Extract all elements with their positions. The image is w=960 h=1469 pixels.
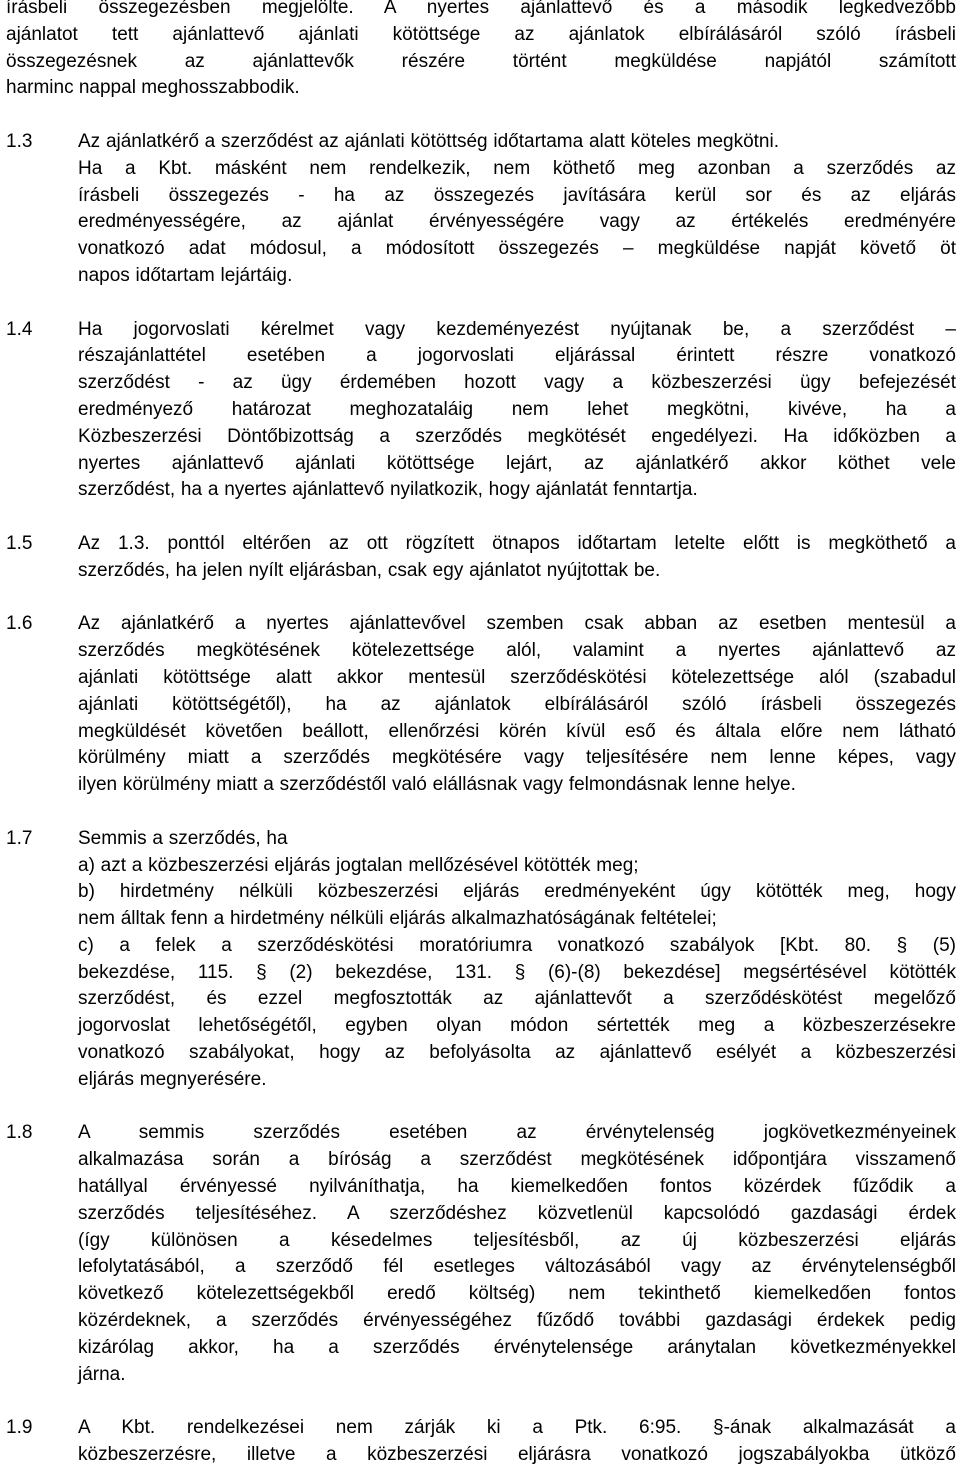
section-text — [78, 826, 956, 1094]
intro-line-4: harminc nappal meghosszabbodik. — [6, 77, 300, 99]
section-text — [78, 1415, 956, 1469]
section-line: közbeszerzésre, illetve a közbeszerzési eljárásra vonatkozó jogszabályokba ütköző — [78, 1444, 956, 1466]
section-1-3 — [6, 129, 956, 290]
section-line: b) hirdetmény nélküli közbeszerzési eljárás eredményeként úgy kötötték meg, hogy — [78, 881, 956, 903]
section-line: vonatkozó adat módosul, a módosított összegezés – megküldése napját követő öt — [78, 238, 956, 260]
intro-paragraph — [6, 0, 956, 102]
section-line: Semmis a szerződés, ha — [78, 827, 288, 849]
section-line: Az ajánlatkérő a nyertes ajánlattevővel szemben csak abban az esetben mentesül a — [78, 613, 956, 635]
section-text — [78, 317, 956, 505]
section-text — [78, 611, 956, 799]
section-line: Az ajánlatkérő a szerződést az ajánlati kötöttség időtartama alatt köteles megkötni. — [78, 130, 779, 152]
section-line: járna. — [78, 1363, 126, 1385]
section-line: szerződést, ha a nyertes ajánlattevő nyilatkozik, hogy ajánlatát fenntartja. — [78, 479, 698, 501]
section-line: szerződést - az ügy érdemében hozott vagy a közbeszerzési ügy befejezését — [78, 372, 956, 394]
section-1-4 — [6, 317, 956, 505]
section-line: szerződés teljesítéséhez. A szerződéshez közvetlenül kapcsolódó gazdasági érdek — [78, 1202, 956, 1224]
document-page — [6, 0, 956, 1469]
section-line: nyertes ajánlattevő ajánlati kötöttsége lejárt, az ajánlatkérő akkor köthet vele — [78, 452, 956, 474]
section-line: eredményező határozat meghozataláig nem lehet megkötni, kivéve, ha a — [78, 398, 956, 420]
section-text — [78, 129, 956, 290]
section-number: 1.6 — [6, 613, 33, 635]
sections-list — [6, 129, 956, 1469]
section-line: eljárás megnyerésére. — [78, 1068, 267, 1090]
section-1-9 — [6, 1415, 956, 1469]
section-line: vonatkozó szabályokat, hogy az befolyásolta az ajánlattevő esélyét a közbeszerzési — [78, 1042, 956, 1064]
section-line: írásbeli összegezés - ha az összegezés javítására kerül sor és az eljárás — [78, 184, 956, 206]
section-line: bekezdése, 115. § (2) bekezdése, 131. § (6)-(8) bekezdése] megsértésével kötötték — [78, 961, 956, 983]
section-line: A semmis szerződés esetében az érvénytelenség jogkövetkezményeinek — [78, 1122, 956, 1144]
section-line: alkalmazása során a bíróság a szerződést megkötésének időpontjára visszamenő — [78, 1149, 956, 1171]
section-line: megküldését követően beállott, ellenőrzési körén kívül eső és általa előre nem látható — [78, 720, 956, 742]
section-1-7 — [6, 826, 956, 1094]
section-line: Ha jogorvoslati kérelmet vagy kezdeményezést nyújtanak be, a szerződést – — [78, 318, 956, 340]
section-line: részajánlattétel esetében a jogorvoslati eljárással érintett részre vonatkozó — [78, 345, 956, 367]
section-number: 1.8 — [6, 1122, 33, 1144]
section-line: lefolytatásából, a szerződő fél esetleges változásából vagy az érvénytelenségből — [78, 1256, 956, 1278]
section-text — [78, 1120, 956, 1388]
section-line: Az 1.3. ponttól eltérően az ott rögzített ötnapos időtartam letelte előtt is megköthető a — [78, 532, 956, 554]
section-line: Közbeszerzési Döntőbizottság a szerződés megkötését engedélyezi. Ha időközben a — [78, 425, 956, 447]
intro-line-3: összegezésnek az ajánlattevők részére történt megküldése napjától számított — [6, 50, 956, 72]
section-line: (így különösen a késedelmes teljesítésből, az új közbeszerzési eljárás — [78, 1229, 956, 1251]
section-line: hatállyal érvényessé nyilváníthatja, ha kiemelkedően fontos közérdek fűződik a — [78, 1176, 956, 1198]
section-line: ajánlati kötöttsége alatt akkor mentesül szerződéskötési kötelezettsége alól (szabadul — [78, 666, 956, 688]
section-number: 1.7 — [6, 827, 33, 849]
section-line: szerződést, és ezzel megfosztották az ajánlattevőt a szerződéskötést megelőző — [78, 988, 956, 1010]
intro-line-1: írásbeli összegezésben megjelölte. A nyertes ajánlattevő és a második legkedvezőbb — [6, 0, 956, 18]
section-line: A Kbt. rendelkezései nem zárják ki a Ptk. 6:95. §-ának alkalmazását a — [78, 1417, 956, 1439]
section-line: ilyen körülmény miatt a szerződéstől való elállásnak vagy felmondásnak lenne helye. — [78, 774, 796, 796]
section-number: 1.5 — [6, 532, 33, 554]
section-line: következő kötelezettségekből eredő költség) nem tekinthető kiemelkedően fontos — [78, 1283, 956, 1305]
section-line: nem álltak fenn a hirdetmény nélküli eljárás alkalmazhatóságának feltételei; — [78, 908, 717, 930]
section-line: c) a felek a szerződéskötési moratóriumra vonatkozó szabályok [Kbt. 80. § (5) — [78, 934, 956, 956]
section-line: szerződés megkötésének kötelezettsége alól, valamint a nyertes ajánlattevő az — [78, 640, 956, 662]
section-line: napos időtartam lejártáig. — [78, 264, 293, 286]
section-line: eredményességére, az ajánlat érvényességére vagy az értékelés eredményére — [78, 211, 956, 233]
section-line: a) azt a közbeszerzési eljárás jogtalan mellőzésével kötötték meg; — [78, 854, 639, 876]
section-line: jogorvoslat lehetőségétől, egyben olyan módon sértették meg a közbeszerzésekre — [78, 1015, 956, 1037]
section-line: körülmény miatt a szerződés megkötésére vagy teljesítésére nem lenne képes, vagy — [78, 747, 956, 769]
section-1-8 — [6, 1120, 956, 1388]
section-line: ajánlati kötöttségétől), ha az ajánlatok elbírálásáról szóló írásbeli összegezés — [78, 693, 956, 715]
section-1-5 — [6, 531, 956, 585]
section-1-6 — [6, 611, 956, 799]
section-text — [78, 531, 956, 585]
section-line: közérdeknek, a szerződés érvényességéhez fűződő további gazdasági érdekek pedig — [78, 1310, 956, 1332]
section-line: szerződés, ha jelen nyílt eljárásban, csak egy ajánlatot nyújtottak be. — [78, 559, 661, 581]
intro-line-2: ajánlatot tett ajánlattevő ajánlati kötöttsége az ajánlatok elbírálásáról szóló írásbeli — [6, 23, 956, 45]
section-line: Ha a Kbt. másként nem rendelkezik, nem köthető meg azonban a szerződés az — [78, 157, 956, 179]
section-line: kizárólag akkor, ha a szerződés érvénytelensége aránytalan következményekkel — [78, 1336, 956, 1358]
section-number: 1.3 — [6, 130, 33, 152]
section-number: 1.4 — [6, 318, 33, 340]
section-number: 1.9 — [6, 1417, 33, 1439]
